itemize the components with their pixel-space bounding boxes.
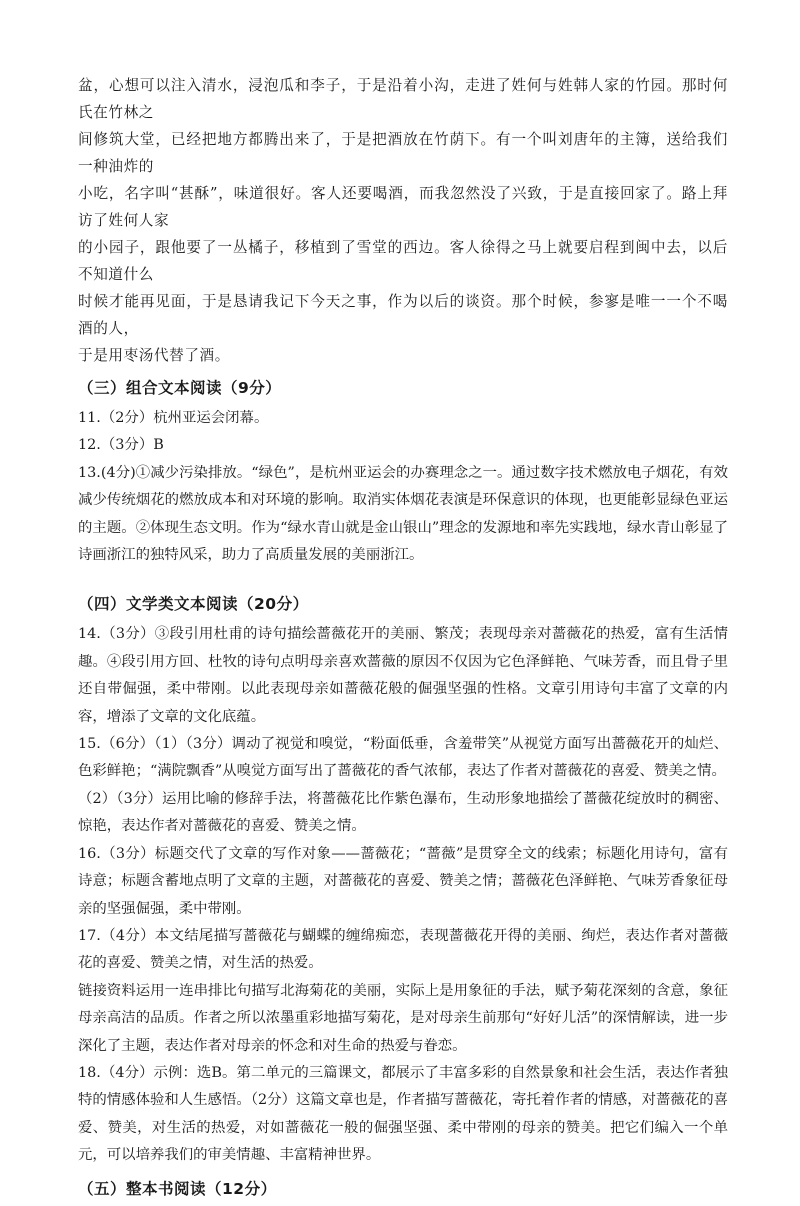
section-heading-literary-text: （四）文学类文本阅读（20分）	[78, 595, 309, 614]
translation-line: 于是用枣汤代替了酒。	[78, 347, 230, 364]
classical-translation	[78, 72, 728, 369]
answer-12: 12.（3分）B	[78, 437, 164, 454]
answer-15-part-1: 15.（6分）（1）（3分）调动了视觉和嗅觉，“粉面低垂，含羞带笑”从视觉方面写出蔷薇花开的灿烂、色彩鲜艳；“满院飘香”从嗅觉方面写出了蔷薇花的香气浓郁，表达了作者对蔷薇花的喜爱、赞美之情。	[78, 736, 728, 780]
answer-17-link-material: 链接资料运用一连串排比句描写北海菊花的美丽，实际上是用象征的手法，赋予菊花深刻的含意，象征母亲高洁的品质。作者之所以浓墨重彩地描写菊花，是对母亲生前那句“好好儿活”的深情解读，进一步深化了主题，表达作者对母亲的怀念和对生命的热爱与眷恋。	[78, 982, 728, 1054]
answer-18: 18.（4分）示例：选B。第二单元的三篇课文，都展示了丰富多彩的自然景象和社会生活，表达作者独特的情感体验和人生感悟。（2分）这篇文章也是，作者描写蔷薇花，寄托着作者的情感，对蔷薇花的喜爱、赞美，对生活的热爱，对如蔷薇花一般的倔强坚强、柔中带刚的母亲的赞美。把它们编入一个单元，可以培养我们的审美情趣、丰富精神世界。	[78, 1064, 728, 1164]
answer-15-part-2: （2）（3分）运用比喻的修辞手法，将蔷薇花比作紫色瀑布，生动形象地描绘了蔷薇花绽放时的稠密、惊艳，表达作者对蔷薇花的喜爱、赞美之情。	[78, 790, 728, 835]
translation-line: 时候才能再见面，于是恳请我记下今天之事，作为以后的谈资。那个时候，参寥是唯一一个不喝酒的人，	[78, 293, 728, 337]
answer-17: 17.（4分）本文结尾描写蔷薇花与蝴蝶的缠绵痴恋，表现蔷薇花开得的美丽、绚烂，表达作者对蔷薇花的喜爱、赞美之情，对生活的热爱。	[78, 927, 728, 972]
answer-13: 13.(4分)①减少污染排放。“绿色”，是杭州亚运会的办赛理念之一。通过数字技术燃放电子烟花，有效减少传统烟花的燃放成本和对环境的影响。取消实体烟花表演是环保意识的体现，也更能彰显绿色亚运的主题。②体现生态文明。作为“绿水青山就是金山银山”理念的发源地和率先实践地，绿水青山彰显了诗画浙江的独特风采，助力了高质量发展的美丽浙江。	[78, 464, 728, 564]
answer-16: 16.（3分）标题交代了文章的写作对象——蔷薇花；“蔷薇”是贯穿全文的线索；标题化用诗句，富有诗意；标题含蓄地点明了文章的主题，对蔷薇花的喜爱、赞美之情；蔷薇花色泽鲜艳、气味芳香象征母亲的坚强倔强，柔中带刚。	[78, 845, 728, 917]
section-heading-whole-book: （五）整本书阅读（12分）	[78, 1179, 277, 1198]
answer-sheet-page	[78, 72, 728, 1206]
answer-11: 11.（2分）杭州亚运会闭幕。	[78, 410, 269, 426]
answer-14: 14.（3分）③段引用杜甫的诗句描绘蔷薇花开的美丽、繁茂；表现母亲对蔷薇花的热爱，富有生活情趣。④段引用方回、杜牧的诗句点明母亲喜欢蔷薇的原因不仅因为它色泽鲜艳、气味芳香，而且骨子里还自带倔强，柔中带刚。以此表现母亲如蔷薇花般的倔强坚强的性格。文章引用诗句丰富了文章的内容，增添了文章的文化底蕴。	[78, 626, 728, 725]
translation-line: 小吃，名字叫“甚酥”，味道很好。客人还要喝酒，而我忽然没了兴致，于是直接回家了。路上拜访了姓何人家	[78, 185, 728, 229]
translation-line: 盆，心想可以注入清水，浸泡瓜和李子，于是沿着小沟，走进了姓何与姓韩人家的竹园。那时何氏在竹林之	[78, 77, 728, 121]
translation-line: 间修筑大堂，已经把地方都腾出来了，于是把酒放在竹荫下。有一个叫刘唐年的主簿，送给我们一种油炸的	[78, 131, 728, 175]
translation-line: 的小园子，跟他要了一丛橘子，移植到了雪堂的西边。客人徐得之马上就要启程到闽中去，以后不知道什么	[78, 239, 728, 283]
section-heading-combined-text: （三）组合文本阅读（9分）	[78, 379, 282, 397]
